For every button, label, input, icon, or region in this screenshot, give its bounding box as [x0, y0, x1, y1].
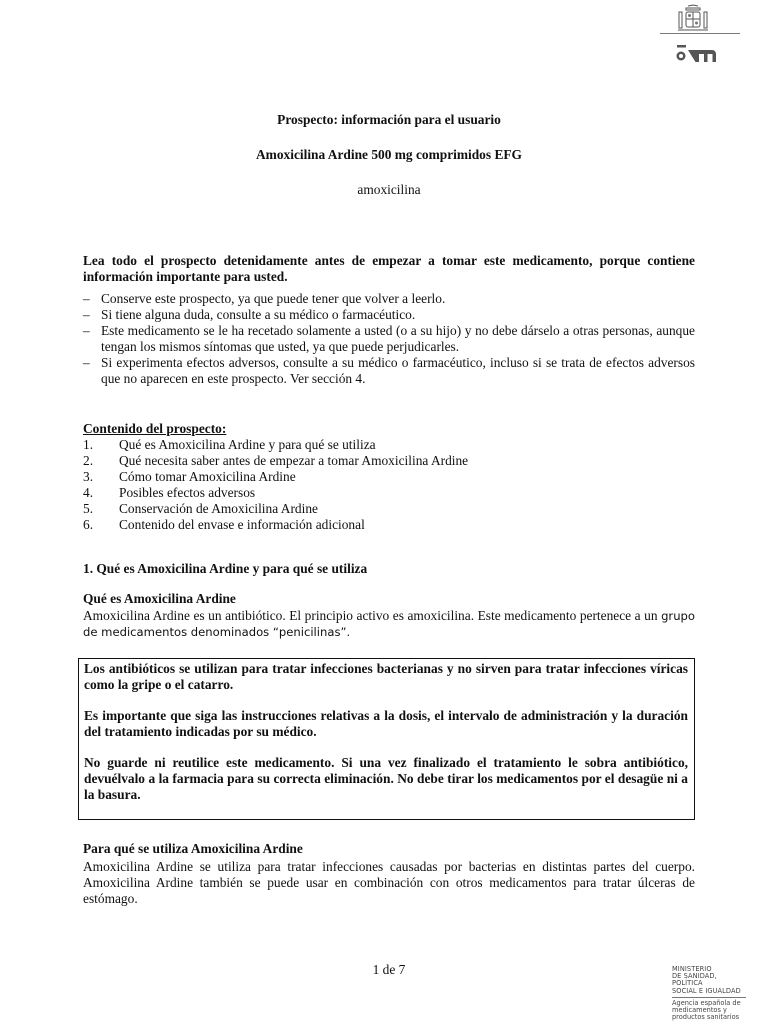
bullet-marker: –: [83, 307, 90, 322]
subsection-heading-uses: Para qué se utiliza Amoxicilina Ardine: [83, 841, 303, 856]
bullet-marker: –: [83, 291, 90, 306]
bullet-text: Conserve este prospecto, ya que puede tener que volver a leerlo.: [101, 291, 446, 306]
contents-item: [83, 485, 683, 501]
contents-number: 1.: [83, 437, 94, 452]
section-1-heading: 1. Qué es Amoxicilina Ardine y para qué se utiliza: [83, 561, 368, 576]
contents-text: Posibles efectos adversos: [119, 485, 256, 500]
contents-item: [83, 517, 683, 533]
contents-item: [83, 437, 683, 453]
contents-list: [83, 437, 683, 533]
antibiotic-warning-box: [78, 658, 695, 820]
contents-text: Contenido del envase e información adicional: [119, 517, 365, 532]
subsection-body-uses: Amoxicilina Ardine se utiliza para tratar infecciones causadas por bacterias en distintas partes del cuerpo. Amoxicilina Ardine también se puede usar en combinación con otros medicamentos para tratar úlceras de estómago.: [83, 859, 695, 906]
bullet-item: [83, 323, 695, 355]
warning-paragraph: No guarde ni reutilice este medicamento. Si una vez finalizado el tratamiento le sobra antibiótico, devuélvalo a la farmacia para su correcta eliminación. No debe tirar los medicamentos por el desagüe ni a la basura.: [84, 755, 688, 802]
subsection-heading-what-is: Qué es Amoxicilina Ardine: [83, 591, 236, 606]
ministry-line: DE SANIDAD, POLÍTICA: [672, 972, 717, 988]
ministry-line: SOCIAL E IGUALDAD: [672, 986, 741, 995]
bullet-item: [83, 291, 695, 307]
agency-name: [672, 1000, 746, 1022]
contents-item: [83, 469, 683, 485]
contents-number: 4.: [83, 485, 94, 500]
warning-bullets: [83, 291, 695, 387]
bullet-item: [83, 307, 695, 323]
contents-number: 3.: [83, 469, 94, 484]
intro-paragraph: Lea todo el prospecto detenidamente antes de empezar a tomar este medicamento, porque contiene información importante para usted.: [83, 253, 695, 284]
bullet-text: Este medicamento se le ha recetado solamente a usted (o a su hijo) y no debe dárselo a otras personas, aunque tengan los mismos síntomas que usted, ya que puede perjudicarles.: [101, 323, 695, 354]
bullet-marker: –: [83, 355, 90, 370]
warning-paragraph: Los antibióticos se utilizan para tratar infecciones bacterianas y no sirven para tratar infecciones víricas como la gripe o el catarro.: [84, 661, 688, 692]
bullet-item: [83, 355, 695, 387]
contents-item: [83, 501, 683, 517]
contents-number: 2.: [83, 453, 94, 468]
spanish-coat-of-arms-icon: [676, 4, 710, 34]
warning-paragraph: Es importante que siga las instrucciones relativas a la dosis, el intervalo de administración y la duración del tratamiento indicadas por su médico.: [84, 708, 688, 739]
aemps-logo-icon: [676, 42, 716, 62]
product-name: Amoxicilina Ardine 500 mg comprimidos EFG: [256, 147, 522, 162]
generic-name: amoxicilina: [357, 182, 421, 197]
contents-number: 6.: [83, 517, 94, 532]
contents-number: 5.: [83, 501, 94, 516]
contents-text: Qué es Amoxicilina Ardine y para qué se utiliza: [119, 437, 376, 452]
subsection-body-what-is: [83, 608, 695, 640]
contents-text: Cómo tomar Amoxicilina Ardine: [119, 469, 296, 484]
bullet-text: Si tiene alguna duda, consulte a su médico o farmacéutico.: [101, 307, 416, 322]
page-number: 1 de 7: [372, 962, 406, 977]
agency-line: medicamentos y: [672, 1006, 727, 1015]
contents-text: Qué necesita saber antes de empezar a tomar Amoxicilina Ardine: [119, 453, 469, 468]
ministry-name: [672, 966, 746, 998]
agency-line: productos sanitarios: [672, 1013, 740, 1022]
ministry-footer-logo: [672, 966, 746, 1021]
contents-text: Conservación de Amoxicilina Ardine: [119, 501, 318, 516]
contents-heading: Contenido del prospecto:: [83, 421, 227, 436]
agency-line: Agencia española de: [672, 998, 741, 1007]
body-text-tail: grupo de medicamentos denominados “penicilinas”.: [83, 609, 695, 639]
contents-item: [83, 453, 683, 469]
bullet-text: Si experimenta efectos adversos, consulte a su médico o farmacéutico, incluso si se trata de efectos adversos que no aparecen en este prospecto. Ver sección 4.: [101, 355, 695, 386]
bullet-marker: –: [83, 323, 90, 338]
document-title: Prospecto: información para el usuario: [277, 112, 501, 127]
ministry-line: MINISTERIO: [672, 965, 712, 973]
body-text: Amoxicilina Ardine es un antibiótico. El principio activo es amoxicilina. Este medicamento pertenece a un: [83, 608, 662, 623]
